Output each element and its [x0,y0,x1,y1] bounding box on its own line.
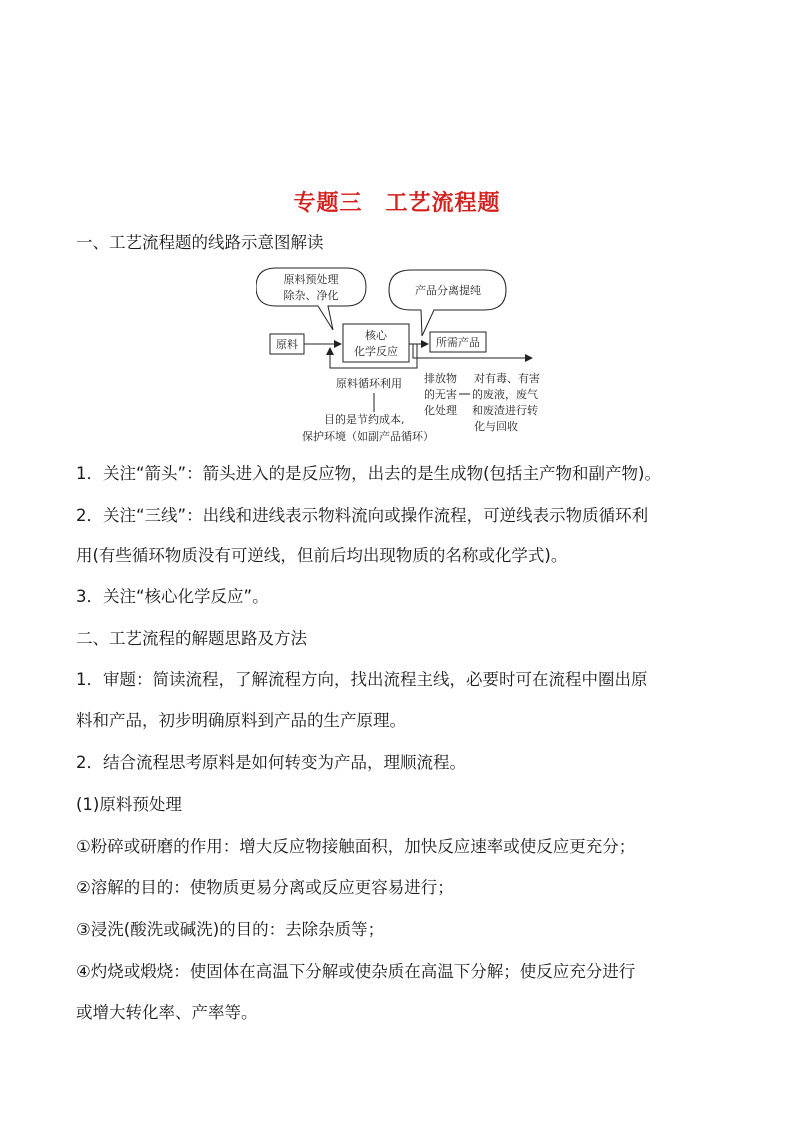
page-title: 专题三 工艺流程题 [293,191,501,216]
pretreat-heading: (1)原料预处理 [76,795,182,814]
raw-label: 原料 [276,338,298,351]
process-flow-diagram [256,260,566,450]
core-line2: 化学反应 [354,345,398,358]
section-heading-2: 二、工艺流程的解题思路及方法 [76,629,307,648]
point-core-reaction: 3．关注“核心化学反应”。 [76,587,269,606]
recycle-note-line2: 保护环境（如副产品循环） [302,430,434,443]
pretreat-dissolve: ②溶解的目的：使物质更易分离或反应更容易进行； [76,878,454,897]
pretreat-grinding: ①粉碎或研磨的作用：增大反应物接触面积，加快反应速率或使反应更充分； [76,837,636,856]
product-label: 所需产品 [436,336,480,349]
section-heading-1: 一、工艺流程题的线路示意图解读 [76,233,324,252]
pretreat-calcine: ④灼烧或煅烧：使固体在高温下分解或使杂质在高温下分解；使反应充分进行 [76,962,636,981]
discharge-line1: 排放物 [424,372,457,385]
recycle-note-line1: 目的是节约成本, [324,413,405,426]
point-three-lines: 2．关注“三线”：出线和进线表示物料流向或操作流程，可逆线表示物质循环利 [76,506,649,525]
pretreat-line1: 原料预处理 [283,273,339,286]
waste-line2: 的废液，废气 [472,388,538,401]
method-review: 1．审题：简读流程，了解流程方向，找出流程主线，必要时可在流程中圈出原 [76,670,648,689]
method-flow: 2．结合流程思考原料是如何转变为产品，理顺流程。 [76,753,466,772]
recycle-label: 原料循环利用 [336,377,402,390]
discharge-line2: 的无害 [424,388,457,401]
point-arrow: 1．关注“箭头”：箭头进入的是反应物，出去的是生成物(包括主产物和副产物)。 [76,464,661,483]
waste-line4: 化与回收 [474,420,518,433]
point-three-lines-cont: 用(有些循环物质没有可逆线，但前后均出现物质的名称或化学式)。 [76,546,568,565]
method-review-cont: 料和产品，初步明确原料到产品的生产原理。 [76,711,406,730]
pretreat-line2: 除杂、净化 [283,289,339,302]
core-line1: 核心 [365,329,387,342]
waste-line1: 对有毒、有害 [474,372,540,385]
waste-line3: 和废渣进行转 [472,404,538,417]
separation-text: 产品分离提纯 [415,284,481,297]
pretreat-calcine-cont: 或增大转化率、产率等。 [76,1003,258,1022]
discharge-line3: 化处理 [424,404,457,417]
pretreat-wash: ③浸洗(酸洗或碱洗)的目的：去除杂质等； [76,920,385,939]
pretreat-bubble [256,268,366,330]
